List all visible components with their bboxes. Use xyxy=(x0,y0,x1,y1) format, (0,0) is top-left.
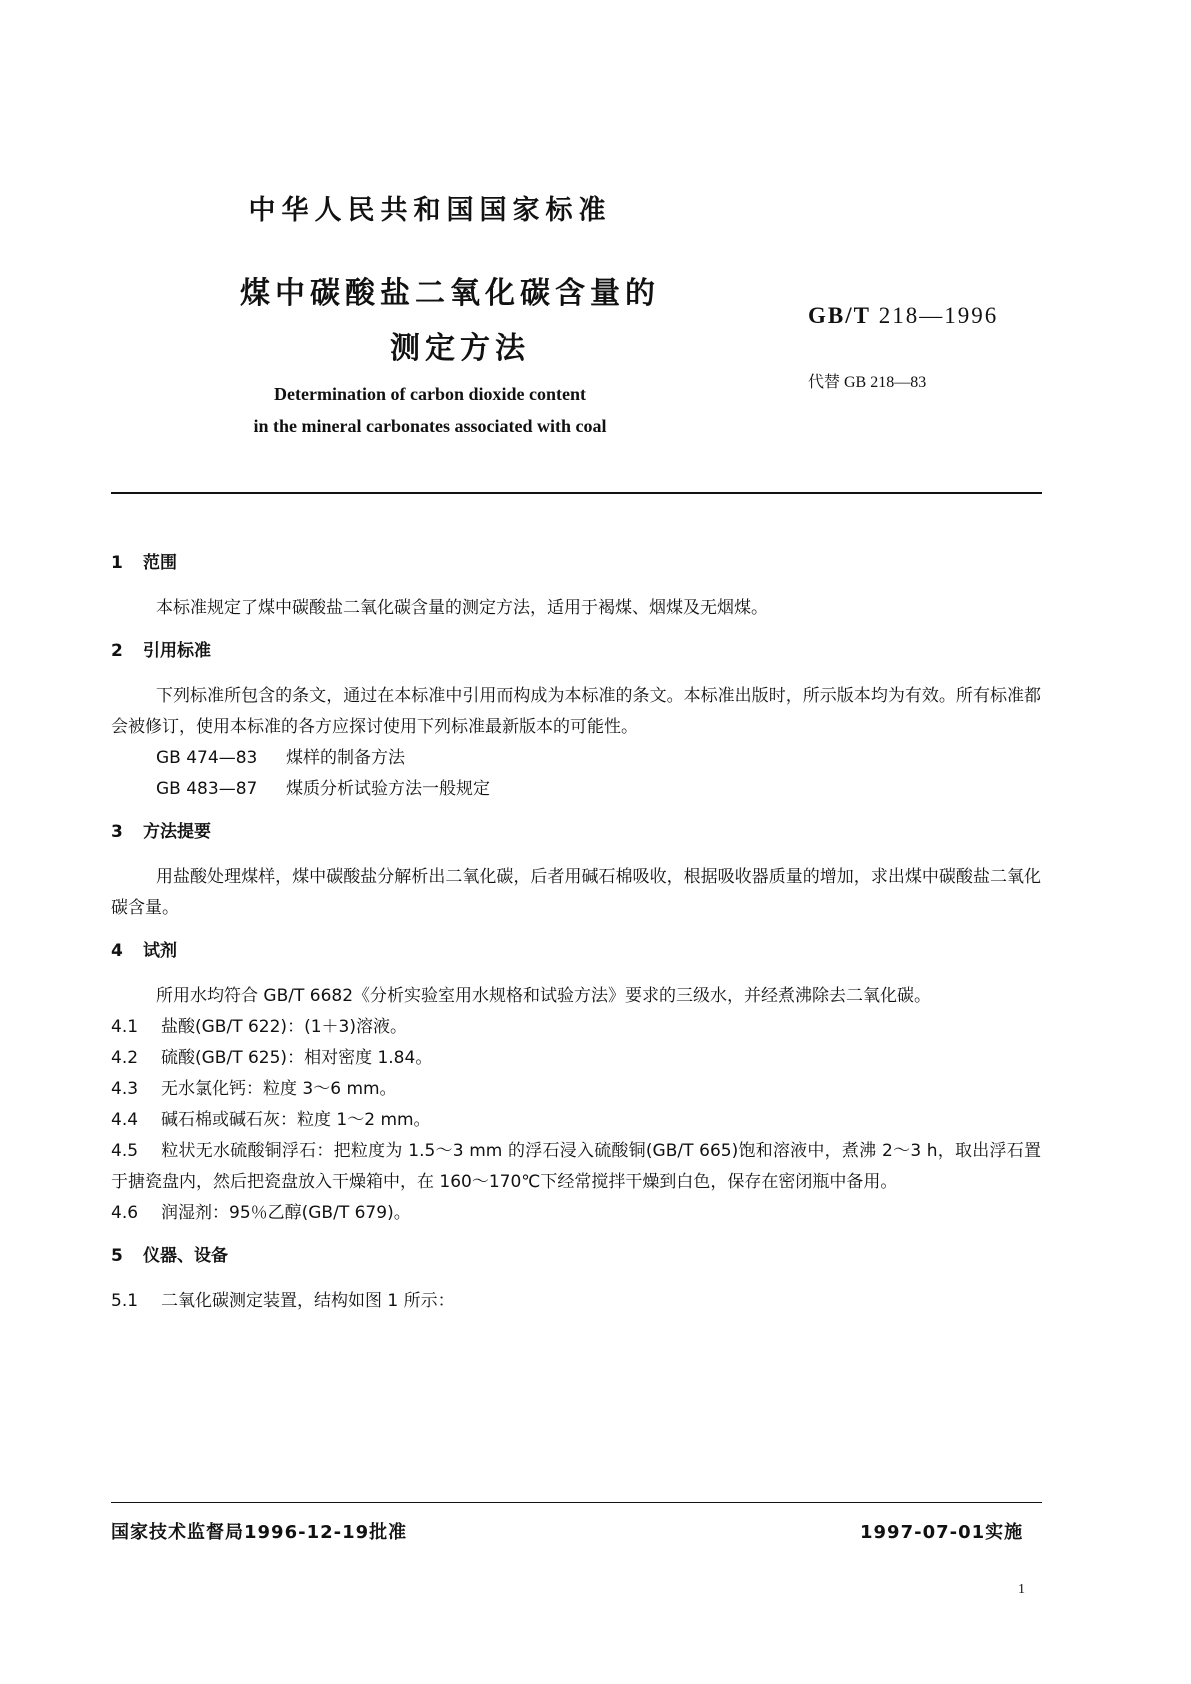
section-heading-apparatus xyxy=(111,1241,1041,1272)
item-text: 二氧化碳测定装置，结构如图 1 所示： xyxy=(161,1291,455,1311)
header-divider xyxy=(111,492,1042,494)
item-number: 4.3 xyxy=(111,1079,139,1099)
section-number: 2 xyxy=(111,641,123,661)
section-title: 范围 xyxy=(143,553,177,573)
spacer xyxy=(111,1229,1041,1241)
item-number: 4.4 xyxy=(111,1110,139,1130)
section-paragraph: 所用水均符合 GB/T 6682《分析实验室用水规格和试验方法》要求的三级水，并经煮沸除去二氧化碳。 xyxy=(156,986,932,1006)
reference-item xyxy=(156,774,1041,805)
effective-date: 1997-07-01实施 xyxy=(860,1522,1024,1543)
reagent-item xyxy=(111,1012,1041,1043)
item-number: 4.1 xyxy=(111,1017,139,1037)
reagent-item xyxy=(111,1105,1041,1136)
title-line-2: 测定方法 xyxy=(390,331,530,366)
english-title-line-2: in the mineral carbonates associated with coal xyxy=(253,416,607,436)
reagent-item xyxy=(111,1136,1041,1198)
reagent-item xyxy=(111,1198,1041,1229)
section-number: 3 xyxy=(111,822,123,842)
section-heading-reagents xyxy=(111,936,1041,967)
standard-code xyxy=(808,303,998,329)
item-text: 盐酸(GB/T 622)：(1＋3)溶液。 xyxy=(161,1017,407,1037)
item-number: 4.6 xyxy=(111,1203,139,1223)
standard-code-prefix: GB/T xyxy=(808,303,871,328)
replaces-note: 代替 GB 218—83 xyxy=(808,374,927,391)
item-text: 润湿剂：95％乙醇(GB/T 679)。 xyxy=(161,1203,411,1223)
approval-date: 国家技术监督局1996-12-19批准 xyxy=(111,1522,408,1543)
english-title-line-1: Determination of carbon dioxide content xyxy=(274,384,586,404)
spacer xyxy=(111,805,1041,817)
section-title: 方法提要 xyxy=(143,822,211,842)
reagent-item xyxy=(111,1074,1041,1105)
document-body xyxy=(111,548,1041,1317)
apparatus-item xyxy=(111,1286,1041,1317)
item-text: 粒状无水硫酸铜浮石：把粒度为 1.5～3 mm 的浮石浸入硫酸铜(GB/T 665)饱和溶液中，煮沸 2～3 h，取出浮石置于搪瓷盘内，然后把瓷盘放入干燥箱中，在 160～170℃下经常搅拌干燥到白色，保存在密闭瓶中备用。 xyxy=(111,1141,1041,1192)
section-heading-method-summary xyxy=(111,817,1041,848)
item-number: 4.5 xyxy=(111,1141,139,1161)
footer-divider xyxy=(111,1502,1042,1503)
item-text: 碱石棉或碱石灰：粒度 1～2 mm。 xyxy=(161,1110,431,1130)
reference-name: 煤质分析试验方法一般规定 xyxy=(286,779,490,799)
title-line-1: 煤中碳酸盐二氧化碳含量的 xyxy=(240,276,660,311)
item-text: 硫酸(GB/T 625)：相对密度 1.84。 xyxy=(161,1048,433,1068)
section-title: 试剂 xyxy=(143,941,177,961)
reference-code: GB 474—83 xyxy=(156,748,258,768)
reference-code: GB 483—87 xyxy=(156,779,258,799)
section-paragraph: 本标准规定了煤中碳酸盐二氧化碳含量的测定方法，适用于褐煤、烟煤及无烟煤。 xyxy=(156,598,768,618)
section-title: 引用标准 xyxy=(143,641,211,661)
section-title: 仪器、设备 xyxy=(143,1246,228,1266)
section-number: 5 xyxy=(111,1246,123,1266)
item-number: 4.2 xyxy=(111,1048,139,1068)
reference-item xyxy=(156,743,1041,774)
section-number: 4 xyxy=(111,941,123,961)
page-number: 1 xyxy=(1018,1582,1025,1597)
section-paragraph: 用盐酸处理煤样，煤中碳酸盐分解析出二氧化碳，后者用碱石棉吸收，根据吸收器质量的增加，求出煤中碳酸盐二氧化碳含量。 xyxy=(111,867,1041,918)
item-number: 5.1 xyxy=(111,1291,139,1311)
section-heading-references xyxy=(111,636,1041,667)
reference-name: 煤样的制备方法 xyxy=(286,748,405,768)
section-heading-scope xyxy=(111,548,1041,579)
item-text: 无水氯化钙：粒度 3～6 mm。 xyxy=(161,1079,397,1099)
section-paragraph: 下列标准所包含的条文，通过在本标准中引用而构成为本标准的条文。本标准出版时，所示版本均为有效。所有标准都会被修订，使用本标准的各方应探讨使用下列标准最新版本的可能性。 xyxy=(111,686,1041,737)
national-standard-heading: 中华人民共和国国家标准 xyxy=(248,195,612,226)
standard-code-number: 218—1996 xyxy=(878,303,999,328)
section-number: 1 xyxy=(111,553,123,573)
reagent-item xyxy=(111,1043,1041,1074)
